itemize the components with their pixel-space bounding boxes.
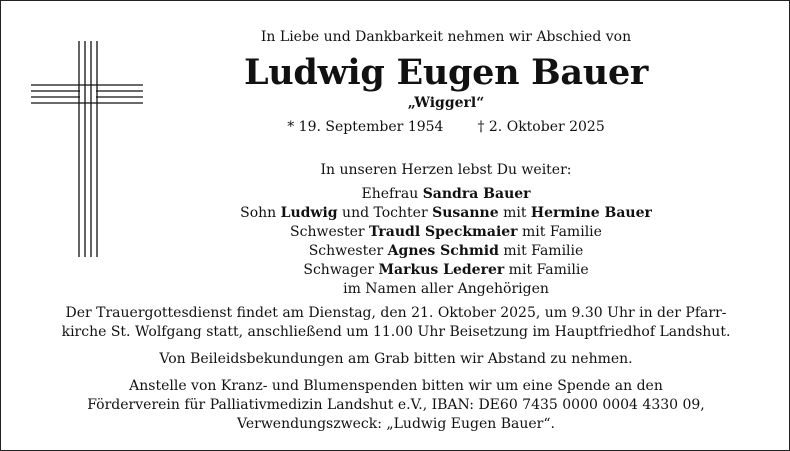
survivor-line — [191, 242, 701, 261]
survivor-relation-text: mit Familie — [498, 243, 584, 259]
intro-line: In Liebe und Dankbarkeit nehmen wir Abschied von — [260, 29, 632, 45]
cross-icon — [31, 41, 143, 257]
survivor-name: Agnes Schmid — [387, 243, 499, 259]
deceased-nickname: „Wiggerl“ — [407, 95, 485, 111]
donation-request — [11, 377, 781, 434]
donation-line: Anstelle von Kranz- und Blumenspenden bitten wir um eine Spende an den — [129, 378, 663, 394]
survivor-relation-text: Schwester — [290, 224, 370, 240]
survivor-relation-text: Schwager — [303, 262, 379, 278]
survivor-line — [191, 204, 701, 223]
survivor-relation-text: mit — [498, 205, 531, 221]
survivor-relation-text: Sohn — [240, 205, 281, 221]
survivor-line — [191, 280, 701, 299]
donation-line: Förderverein für Palliativmedizin Landshut e.V., IBAN: DE60 7435 0000 0004 4330 09, — [87, 397, 705, 413]
survivor-name: Ludwig — [280, 205, 338, 221]
birth-date: * 19. September 1954 — [287, 119, 444, 135]
donation-line: Verwendungszweck: „Ludwig Eugen Bauer“. — [237, 416, 555, 432]
survivor-relation-text: Ehefrau — [361, 186, 423, 202]
condolence-note: Von Beileidsbekundungen am Grab bitten wir Abstand zu nehmen. — [159, 351, 633, 367]
announcements-block — [11, 304, 781, 434]
survivor-name: Sandra Bauer — [422, 186, 531, 202]
survivors-list — [191, 185, 701, 299]
service-announcement — [11, 304, 781, 342]
survivor-line — [191, 261, 701, 280]
service-line: Der Trauergottesdienst findet am Dienstag, den 21. Oktober 2025, um 9.30 Uhr in der Pfarr- — [65, 305, 727, 321]
survivor-line — [191, 185, 701, 204]
survivor-line — [191, 223, 701, 242]
survivor-relation-text: und Tochter — [337, 205, 433, 221]
survivor-name: Hermine Bauer — [530, 205, 652, 221]
survivor-name: Markus Lederer — [378, 262, 505, 278]
service-line: kirche St. Wolfgang statt, anschließend um 11.00 Uhr Beisetzung im Hauptfriedhof Landshut. — [61, 324, 731, 340]
survivor-name: Susanne — [432, 205, 499, 221]
survivor-relation-text: im Namen aller Angehörigen — [343, 281, 549, 297]
survivor-relation-text: mit Familie — [517, 224, 602, 240]
survivor-relation-text: mit Familie — [504, 262, 589, 278]
header-block — [191, 27, 701, 137]
survivor-name: Traudl Speckmaier — [369, 224, 518, 240]
life-dates — [191, 117, 701, 137]
survivors-block — [191, 161, 701, 299]
deceased-name: Ludwig Eugen Bauer — [243, 52, 649, 93]
survivors-heading: In unseren Herzen lebst Du weiter: — [320, 162, 572, 178]
death-date: † 2. Oktober 2025 — [477, 119, 605, 135]
survivor-relation-text: Schwester — [308, 243, 388, 259]
